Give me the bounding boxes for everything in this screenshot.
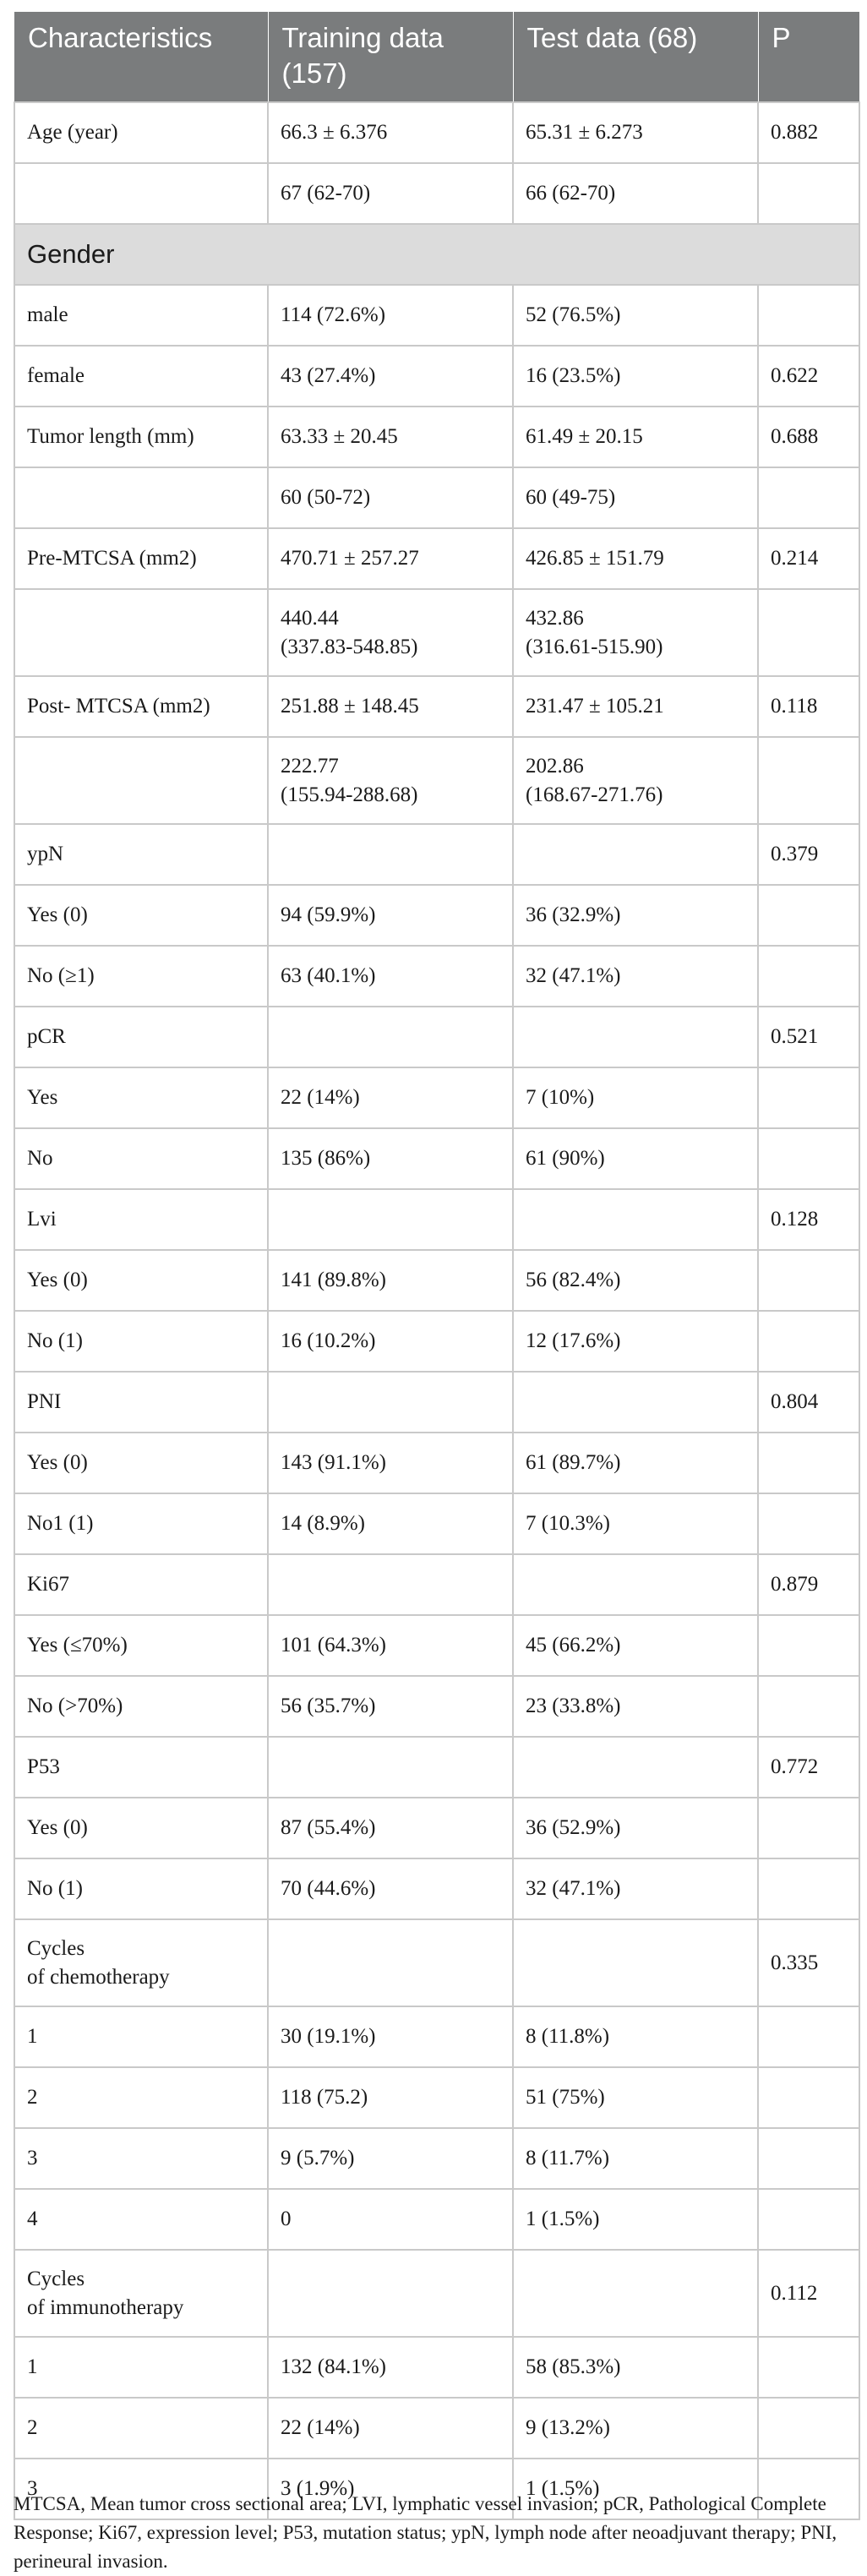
p-value-cell: 0.879 <box>758 1554 859 1615</box>
characteristic-cell: Pre-MTCSA (mm2) <box>14 528 268 589</box>
header-p-value: P <box>758 12 859 102</box>
table-row <box>14 1919 859 2006</box>
characteristic-cell: Tumor length (mm) <box>14 407 268 467</box>
test-data-cell: 60 (49-75) <box>513 467 758 528</box>
training-data-cell: 66.3 ± 6.376 <box>268 102 513 163</box>
table-row <box>14 528 859 589</box>
characteristic-cell <box>14 163 268 224</box>
table-row <box>14 102 859 163</box>
header-test-data: Test data (68) <box>513 12 758 102</box>
p-value-cell <box>758 1676 859 1737</box>
p-value-cell <box>758 1433 859 1493</box>
header-characteristics: Characteristics <box>14 12 268 102</box>
characteristic-cell: 2 <box>14 2067 268 2128</box>
test-data-cell <box>513 1007 758 1067</box>
test-data-cell: 66 (62-70) <box>513 163 758 224</box>
test-data-cell: 56 (82.4%) <box>513 1250 758 1311</box>
training-data-cell <box>268 1554 513 1615</box>
table-row <box>14 737 859 824</box>
p-value-cell <box>758 2006 859 2067</box>
p-value-cell <box>758 1615 859 1676</box>
p-value-cell: 0.112 <box>758 2250 859 2337</box>
characteristic-cell: No (>70%) <box>14 1676 268 1737</box>
training-data-cell: 16 (10.2%) <box>268 1311 513 1372</box>
test-data-cell: 426.85 ± 151.79 <box>513 528 758 589</box>
characteristic-cell: Lvi <box>14 1189 268 1250</box>
table-row <box>14 1554 859 1615</box>
characteristic-cell: No (≥1) <box>14 946 268 1007</box>
p-value-cell <box>758 2398 859 2459</box>
characteristic-cell: 4 <box>14 2189 268 2250</box>
table-row <box>14 2006 859 2067</box>
training-data-cell: 0 <box>268 2189 513 2250</box>
training-data-cell: 114 (72.6%) <box>268 285 513 346</box>
training-data-cell <box>268 1372 513 1433</box>
p-value-cell: 0.379 <box>758 824 859 885</box>
p-value-cell <box>758 2128 859 2189</box>
characteristics-table-container <box>14 12 859 2520</box>
table-body <box>14 102 859 2519</box>
p-value-cell <box>758 1250 859 1311</box>
table-row <box>14 1007 859 1067</box>
test-data-cell <box>513 1372 758 1433</box>
test-data-cell: 432.86 (316.61-515.90) <box>513 589 758 676</box>
characteristic-cell: P53 <box>14 1737 268 1798</box>
test-data-cell: 12 (17.6%) <box>513 1311 758 1372</box>
table-row <box>14 407 859 467</box>
p-value-cell: 0.804 <box>758 1372 859 1433</box>
characteristic-cell: Age (year) <box>14 102 268 163</box>
table-row <box>14 1128 859 1189</box>
section-label: Gender <box>14 224 859 285</box>
training-data-cell: 3 (1.9%) <box>268 2459 513 2519</box>
training-data-cell: 135 (86%) <box>268 1128 513 1189</box>
characteristic-cell: 2 <box>14 2398 268 2459</box>
training-data-cell: 251.88 ± 148.45 <box>268 676 513 737</box>
training-data-cell <box>268 824 513 885</box>
table-row <box>14 1798 859 1858</box>
p-value-cell: 0.214 <box>758 528 859 589</box>
table-row <box>14 2398 859 2459</box>
training-data-cell <box>268 1737 513 1798</box>
p-value-cell <box>758 1493 859 1554</box>
table-row <box>14 676 859 737</box>
p-value-cell <box>758 1128 859 1189</box>
table-row <box>14 1737 859 1798</box>
characteristic-cell: Yes (≤70%) <box>14 1615 268 1676</box>
p-value-cell <box>758 946 859 1007</box>
table-row <box>14 2250 859 2337</box>
table-row <box>14 2337 859 2398</box>
training-data-cell: 63.33 ± 20.45 <box>268 407 513 467</box>
training-data-cell: 22 (14%) <box>268 2398 513 2459</box>
table-row <box>14 1858 859 1919</box>
test-data-cell: 202.86 (168.67-271.76) <box>513 737 758 824</box>
characteristic-cell: Yes (0) <box>14 1250 268 1311</box>
section-header-row <box>14 224 859 285</box>
training-data-cell: 67 (62-70) <box>268 163 513 224</box>
training-data-cell <box>268 1007 513 1067</box>
p-value-cell: 0.622 <box>758 346 859 407</box>
characteristic-cell: pCR <box>14 1007 268 1067</box>
characteristic-cell: female <box>14 346 268 407</box>
p-value-cell <box>758 285 859 346</box>
table-row <box>14 1067 859 1128</box>
test-data-cell: 1 (1.5%) <box>513 2189 758 2250</box>
table-row <box>14 589 859 676</box>
table-row <box>14 1433 859 1493</box>
characteristic-cell: 3 <box>14 2459 268 2519</box>
characteristic-cell: PNI <box>14 1372 268 1433</box>
p-value-cell <box>758 737 859 824</box>
characteristic-cell: Yes (0) <box>14 885 268 946</box>
p-value-cell <box>758 1798 859 1858</box>
test-data-cell: 52 (76.5%) <box>513 285 758 346</box>
characteristic-cell: Yes (0) <box>14 1433 268 1493</box>
test-data-cell <box>513 824 758 885</box>
characteristic-cell: No1 (1) <box>14 1493 268 1554</box>
test-data-cell: 51 (75%) <box>513 2067 758 2128</box>
characteristic-cell: No (1) <box>14 1858 268 1919</box>
table-row <box>14 1676 859 1737</box>
characteristic-cell: 1 <box>14 2337 268 2398</box>
p-value-cell: 0.521 <box>758 1007 859 1067</box>
table-footnote: MTCSA, Mean tumor cross sectional area; LVI, lymphatic vessel invasion; pCR, Pathological Complete Response; Ki67, expression level; P53, mutation status; ypN, lymph node after neoadjuvant therapy; PNI, perineural invasion. <box>14 2493 837 2572</box>
training-data-cell: 222.77 (155.94-288.68) <box>268 737 513 824</box>
test-data-cell: 61.49 ± 20.15 <box>513 407 758 467</box>
training-data-cell: 470.71 ± 257.27 <box>268 528 513 589</box>
test-data-cell: 231.47 ± 105.21 <box>513 676 758 737</box>
test-data-cell: 32 (47.1%) <box>513 946 758 1007</box>
table-row <box>14 2067 859 2128</box>
characteristic-cell: Yes <box>14 1067 268 1128</box>
training-data-cell: 118 (75.2) <box>268 2067 513 2128</box>
characteristics-table <box>14 12 860 2520</box>
table-row <box>14 467 859 528</box>
characteristic-cell: Cycles of immunotherapy <box>14 2250 268 2337</box>
p-value-cell <box>758 163 859 224</box>
training-data-cell <box>268 1189 513 1250</box>
characteristic-cell <box>14 467 268 528</box>
test-data-cell: 16 (23.5%) <box>513 346 758 407</box>
p-value-cell <box>758 467 859 528</box>
training-data-cell: 70 (44.6%) <box>268 1858 513 1919</box>
test-data-cell: 1 (1.5%) <box>513 2459 758 2519</box>
test-data-cell: 9 (13.2%) <box>513 2398 758 2459</box>
test-data-cell <box>513 1189 758 1250</box>
characteristic-cell: Yes (0) <box>14 1798 268 1858</box>
test-data-cell: 8 (11.8%) <box>513 2006 758 2067</box>
p-value-cell <box>758 885 859 946</box>
table-row <box>14 1372 859 1433</box>
table-row <box>14 946 859 1007</box>
characteristic-cell: male <box>14 285 268 346</box>
p-value-cell <box>758 1311 859 1372</box>
test-data-cell <box>513 1919 758 2006</box>
test-data-cell <box>513 2250 758 2337</box>
table-row <box>14 2128 859 2189</box>
test-data-cell <box>513 1737 758 1798</box>
header-training-data: Training data (157) <box>268 12 513 102</box>
test-data-cell: 58 (85.3%) <box>513 2337 758 2398</box>
p-value-cell: 0.118 <box>758 676 859 737</box>
table-header-row <box>14 12 859 102</box>
test-data-cell: 23 (33.8%) <box>513 1676 758 1737</box>
table-row <box>14 1189 859 1250</box>
p-value-cell: 0.772 <box>758 1737 859 1798</box>
test-data-cell: 32 (47.1%) <box>513 1858 758 1919</box>
table-row <box>14 163 859 224</box>
training-data-cell: 14 (8.9%) <box>268 1493 513 1554</box>
training-data-cell <box>268 2250 513 2337</box>
test-data-cell: 65.31 ± 6.273 <box>513 102 758 163</box>
training-data-cell: 440.44 (337.83-548.85) <box>268 589 513 676</box>
training-data-cell: 22 (14%) <box>268 1067 513 1128</box>
training-data-cell: 63 (40.1%) <box>268 946 513 1007</box>
table-row <box>14 285 859 346</box>
test-data-cell <box>513 1554 758 1615</box>
test-data-cell: 36 (32.9%) <box>513 885 758 946</box>
characteristic-cell: 1 <box>14 2006 268 2067</box>
p-value-cell: 0.882 <box>758 102 859 163</box>
p-value-cell <box>758 1858 859 1919</box>
training-data-cell: 94 (59.9%) <box>268 885 513 946</box>
characteristic-cell: Cycles of chemotherapy <box>14 1919 268 2006</box>
table-row <box>14 885 859 946</box>
training-data-cell: 87 (55.4%) <box>268 1798 513 1858</box>
table-row <box>14 824 859 885</box>
characteristic-cell <box>14 589 268 676</box>
test-data-cell: 7 (10.3%) <box>513 1493 758 1554</box>
table-row <box>14 1615 859 1676</box>
training-data-cell: 132 (84.1%) <box>268 2337 513 2398</box>
test-data-cell: 8 (11.7%) <box>513 2128 758 2189</box>
table-row <box>14 1493 859 1554</box>
table-row <box>14 1250 859 1311</box>
training-data-cell <box>268 1919 513 2006</box>
p-value-cell: 0.688 <box>758 407 859 467</box>
characteristic-cell: No (1) <box>14 1311 268 1372</box>
training-data-cell: 60 (50-72) <box>268 467 513 528</box>
table-row <box>14 2189 859 2250</box>
test-data-cell: 45 (66.2%) <box>513 1615 758 1676</box>
characteristic-cell <box>14 737 268 824</box>
training-data-cell: 101 (64.3%) <box>268 1615 513 1676</box>
training-data-cell: 141 (89.8%) <box>268 1250 513 1311</box>
p-value-cell: 0.335 <box>758 1919 859 2006</box>
test-data-cell: 61 (90%) <box>513 1128 758 1189</box>
characteristic-cell: No <box>14 1128 268 1189</box>
test-data-cell: 36 (52.9%) <box>513 1798 758 1858</box>
characteristic-cell: 3 <box>14 2128 268 2189</box>
characteristic-cell: ypN <box>14 824 268 885</box>
training-data-cell: 43 (27.4%) <box>268 346 513 407</box>
training-data-cell: 56 (35.7%) <box>268 1676 513 1737</box>
characteristic-cell: Post- MTCSA (mm2) <box>14 676 268 737</box>
table-row <box>14 346 859 407</box>
training-data-cell: 143 (91.1%) <box>268 1433 513 1493</box>
table-row <box>14 1311 859 1372</box>
p-value-cell <box>758 2067 859 2128</box>
p-value-cell <box>758 589 859 676</box>
training-data-cell: 30 (19.1%) <box>268 2006 513 2067</box>
p-value-cell: 0.128 <box>758 1189 859 1250</box>
characteristic-cell: Ki67 <box>14 1554 268 1615</box>
test-data-cell: 7 (10%) <box>513 1067 758 1128</box>
test-data-cell: 61 (89.7%) <box>513 1433 758 1493</box>
p-value-cell <box>758 2337 859 2398</box>
training-data-cell: 9 (5.7%) <box>268 2128 513 2189</box>
p-value-cell <box>758 1067 859 1128</box>
p-value-cell <box>758 2189 859 2250</box>
